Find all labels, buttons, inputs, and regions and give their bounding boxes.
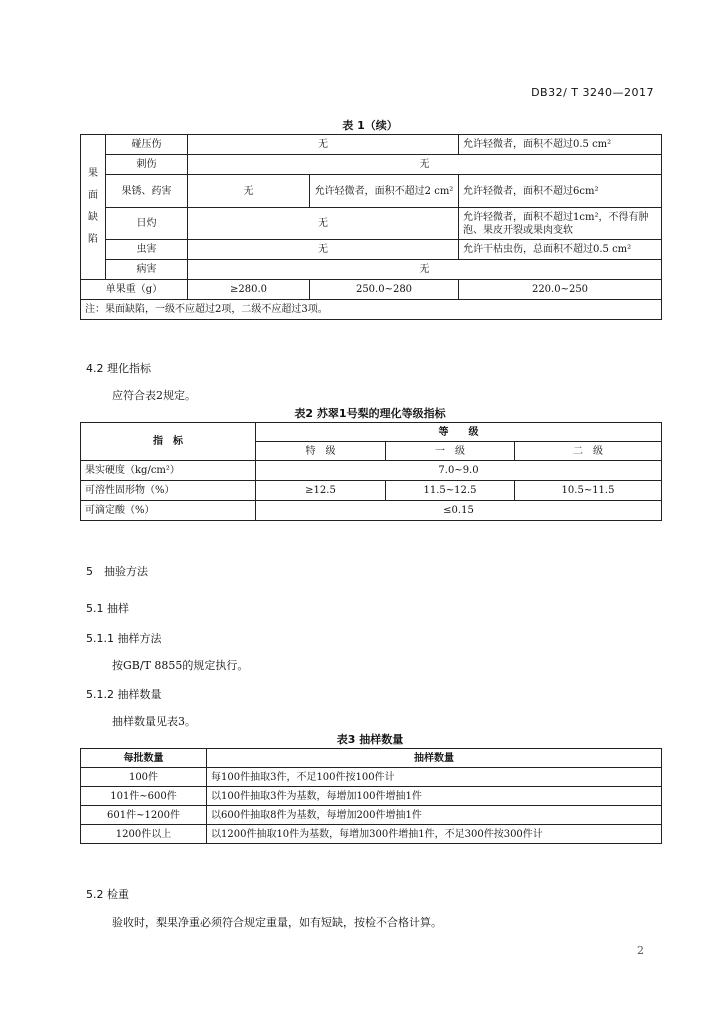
table-row [81, 768, 662, 787]
table2-cell: ≤0.15 [256, 501, 662, 521]
table-row [81, 787, 662, 806]
table1-cell: 允许干枯虫伤，总面积不超过0.5 cm² [459, 240, 662, 260]
table1-cell: 允许轻微者，面积不超过2 cm² [310, 175, 459, 208]
table1-cell: 无 [188, 175, 310, 208]
table1-cell: 允许轻微者，面积不超过0.5 cm² [459, 135, 662, 155]
table1-row-sunburn [81, 208, 662, 240]
table1-caption: 表 1（续） [342, 119, 398, 132]
table2-row-name: 可溶性固形物（%） [81, 481, 256, 501]
table1-cell: 无 [188, 240, 459, 260]
section-4-2-heading: 4.2 理化指标 [86, 362, 151, 375]
table1-row-name: 刺伤 [106, 155, 188, 175]
table1 [80, 134, 662, 320]
table2-head-index: 指 标 [81, 423, 256, 461]
table1-row-collision [81, 135, 662, 155]
table1-row-weight [81, 280, 662, 300]
table3-sample: 每100件抽取3件，不足100件按100件计 [207, 768, 662, 787]
table2-cell: ≥12.5 [256, 481, 386, 501]
table1-row-insect [81, 240, 662, 260]
section-5-heading: 5 抽验方法 [86, 565, 148, 578]
table-row [81, 825, 662, 844]
table1-row-rust [81, 175, 662, 208]
table3-head-sample: 抽样数量 [207, 749, 662, 768]
section-5-1-1-heading: 5.1.1 抽样方法 [86, 632, 162, 645]
table2-cell: 10.5~11.5 [515, 481, 662, 501]
table3-batch: 1200件以上 [81, 825, 207, 844]
table1-cell: 允许轻微者，面积不超过6cm² [459, 175, 662, 208]
table3-batch: 601件~1200件 [81, 806, 207, 825]
table2-row-name: 可滴定酸（%） [81, 501, 256, 521]
section-5-1-2-heading: 5.1.2 抽样数量 [86, 688, 162, 701]
table3-batch: 100件 [81, 768, 207, 787]
table1-row-puncture [81, 155, 662, 175]
section-5-2-text: 验收时，梨果净重必须符合规定重量，如有短缺，按检不合格计算。 [112, 916, 442, 929]
table1-row-name: 日灼 [106, 208, 188, 240]
table1-cell: 无 [188, 208, 459, 240]
table2-grade-second: 二 级 [515, 442, 662, 461]
table-row [81, 806, 662, 825]
table3-sample: 以100件抽取3件为基数，每增加100件增抽1件 [207, 787, 662, 806]
table2 [80, 422, 662, 521]
section-5-1-1-text: 按GB/T 8855的规定执行。 [112, 659, 249, 672]
table2-head-grade: 等 级 [256, 423, 662, 442]
table1-cell: 250.0~280 [310, 280, 459, 300]
section-5-2-heading: 5.2 检重 [86, 888, 129, 901]
table2-caption: 表2 苏翠1号梨的理化等级指标 [294, 407, 446, 420]
section-5-1-2-text: 抽样数量见表3。 [112, 715, 196, 728]
table1-cell: 无 [188, 155, 662, 175]
page-number: 2 [637, 944, 644, 957]
table2-row-acid [81, 501, 662, 521]
table2-row-name: 果实硬度（kg/cm²） [81, 461, 256, 481]
table1-group-label: 果 面 缺 陷 [81, 135, 106, 280]
table1-row-disease [81, 260, 662, 280]
table2-grade-special: 特 级 [256, 442, 386, 461]
table1-cell: 220.0~250 [459, 280, 662, 300]
table3-sample: 以600件抽取8件为基数，每增加200件增抽1件 [207, 806, 662, 825]
table1-row-name: 果锈、药害 [106, 175, 188, 208]
table2-cell: 11.5~12.5 [386, 481, 515, 501]
section-4-2-text: 应符合表2规定。 [112, 389, 196, 402]
table1-row-name: 单果重（g） [81, 280, 188, 300]
table1-row-name: 碰压伤 [106, 135, 188, 155]
table1-note: 注：果面缺陷，一级不应超过2项，二级不应超过3项。 [81, 300, 662, 320]
table3-head-batch: 每批数量 [81, 749, 207, 768]
table2-row-solids [81, 481, 662, 501]
table3-sample: 以1200件抽取10件为基数，每增加300件增抽1件，不足300件按300件计 [207, 825, 662, 844]
section-5-1-heading: 5.1 抽样 [86, 602, 129, 615]
table3 [80, 748, 662, 844]
table1-cell: 无 [188, 135, 459, 155]
table1-cell: ≥280.0 [188, 280, 310, 300]
table3-caption: 表3 抽样数量 [336, 733, 404, 746]
table3-batch: 101件~600件 [81, 787, 207, 806]
table1-row-name: 虫害 [106, 240, 188, 260]
table2-cell: 7.0~9.0 [256, 461, 662, 481]
table2-row-firmness [81, 461, 662, 481]
table2-grade-first: 一 级 [386, 442, 515, 461]
table1-row-name: 病害 [106, 260, 188, 280]
table1-cell: 无 [188, 260, 662, 280]
table1-cell: 允许轻微者，面积不超过1cm²，不得有肿泡、果皮开裂或果肉变软 [459, 208, 662, 240]
doc-code: DB32/ T 3240—2017 [531, 86, 654, 99]
table1-note-row [81, 300, 662, 320]
